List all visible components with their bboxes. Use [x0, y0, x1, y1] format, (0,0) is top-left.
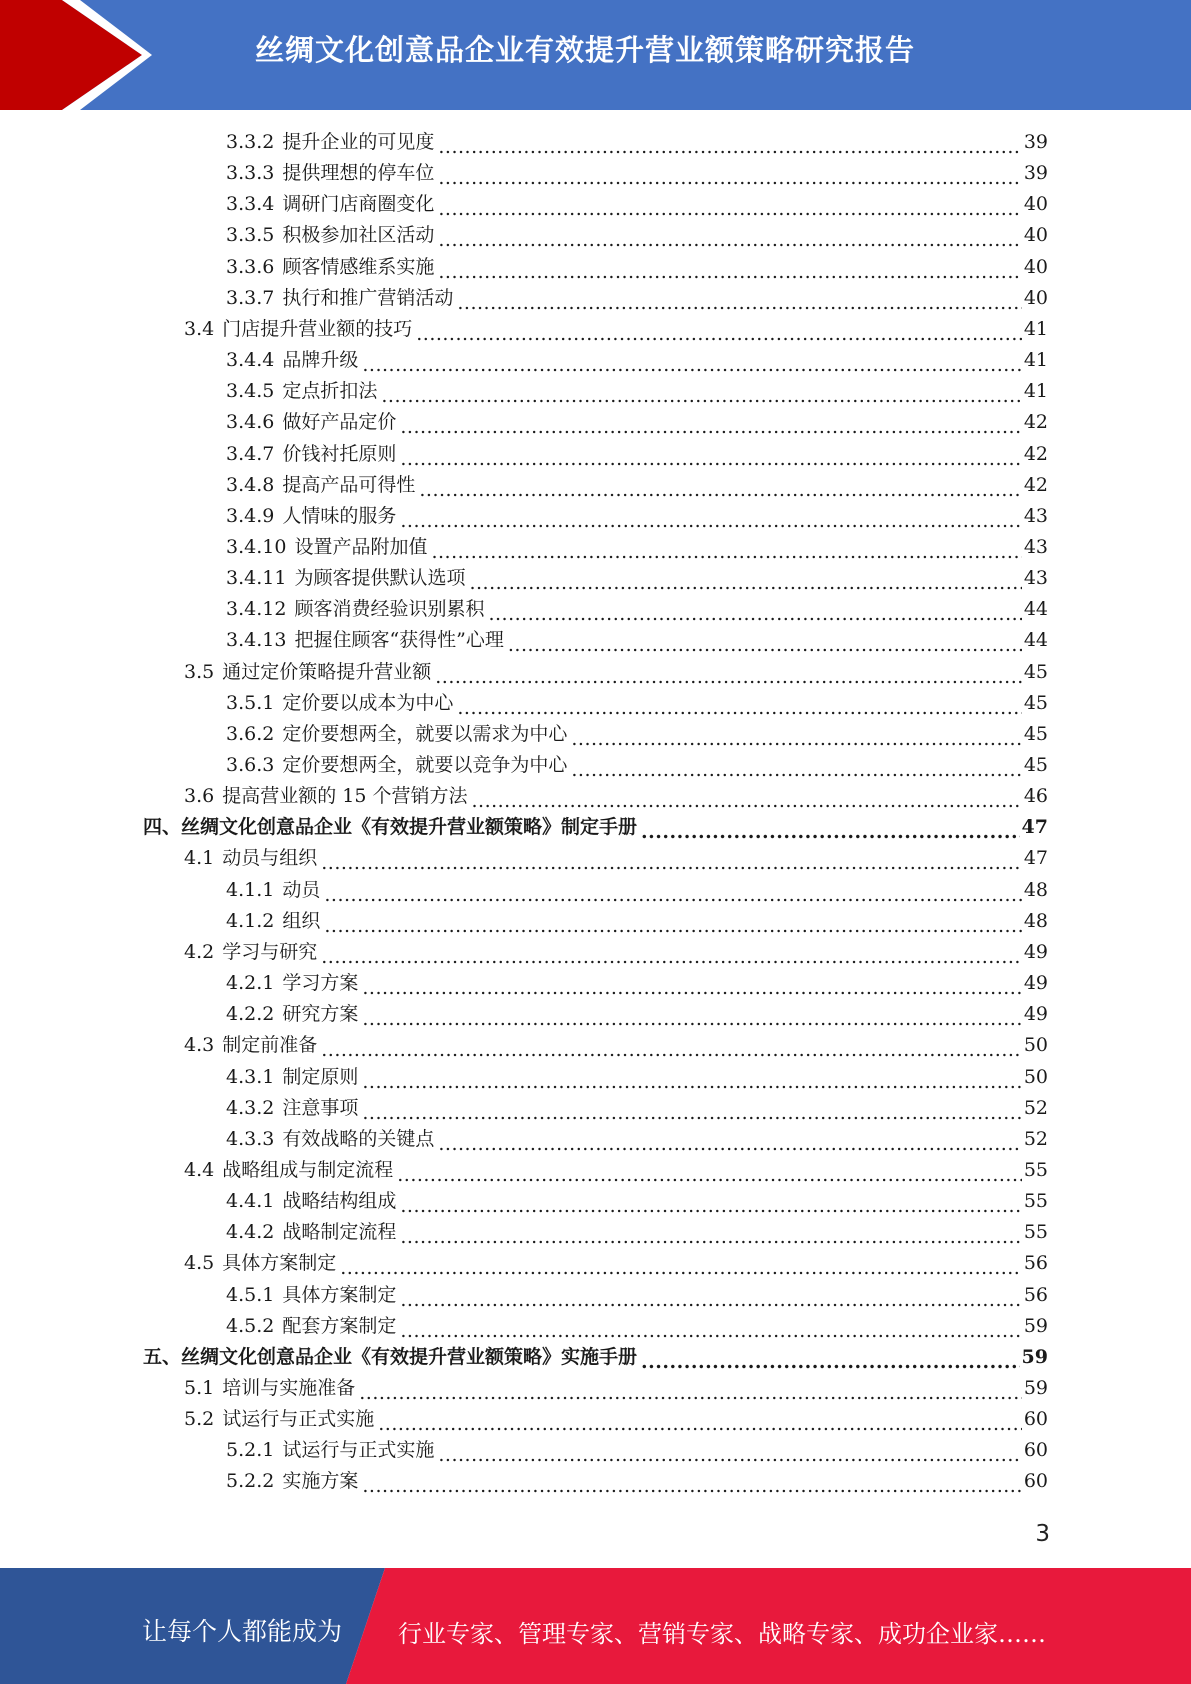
toc-dot-leader: [431, 532, 1021, 563]
toc-dot-leader: [400, 407, 1021, 438]
toc-dot-leader: [362, 999, 1021, 1030]
toc-entry-title: 定价要想两全，就要以竞争为中心: [282, 754, 568, 776]
toc-entry-page: 43: [1023, 535, 1048, 558]
toc-entry-title: 提高营业额的 15 个营销方法: [222, 785, 468, 808]
toc-entry-title: 提供理想的停车位: [282, 162, 435, 185]
toc-entry-number: 4.5: [184, 1252, 215, 1275]
toc-entry-title: 动员与组织: [222, 847, 318, 870]
toc-entry-number: 3.4.7: [226, 442, 275, 465]
toc-entry-number: 3.4.13: [226, 629, 287, 652]
toc-entry-number: 4.3.1: [226, 1065, 275, 1088]
toc-entry[interactable]: [226, 1435, 1048, 1466]
toc-entry-page: 59: [1023, 1314, 1048, 1337]
toc-entry[interactable]: [226, 189, 1048, 220]
toc-entry-page: 43: [1023, 567, 1048, 590]
toc-entry[interactable]: [226, 750, 1048, 781]
toc-entry[interactable]: [143, 812, 1048, 843]
toc-entry[interactable]: [226, 968, 1048, 999]
toc-entry-number: 四、: [143, 816, 182, 839]
toc-entry-number: 4.2.2: [226, 1003, 275, 1026]
toc-entry-page: 45: [1023, 660, 1048, 683]
toc-dot-leader: [321, 937, 1022, 968]
toc-dot-leader: [400, 1217, 1021, 1248]
toc-dot-leader: [438, 158, 1021, 189]
toc-entry-page: 45: [1023, 722, 1048, 745]
toc-entry-number: 5.2.1: [226, 1439, 275, 1462]
toc-entry[interactable]: [226, 1280, 1048, 1311]
toc-entry-title: 试运行与正式实施: [282, 1439, 435, 1462]
toc-entry-number: 3.4.12: [226, 598, 287, 621]
toc-entry-page: 42: [1023, 411, 1048, 434]
toc-entry-title: 设置产品附加值: [294, 535, 428, 558]
toc-entry-number: 4.2: [184, 940, 215, 963]
toc-dot-leader: [340, 1248, 1022, 1279]
toc-entry-page: 47: [1023, 847, 1048, 870]
toc-entry-title: 动员: [282, 878, 321, 901]
toc-entry-number: 5.1: [184, 1377, 215, 1399]
toc-entry-number: 3.6.2: [226, 722, 275, 745]
toc-entry-number: 3.3.6: [226, 255, 275, 278]
toc-entry[interactable]: [226, 1093, 1048, 1124]
toc-entry-page: 60: [1023, 1470, 1048, 1493]
toc-entry-page: 49: [1023, 940, 1048, 963]
toc-entry-title: 具体方案制定: [222, 1252, 337, 1275]
toc-entry[interactable]: [226, 532, 1048, 563]
toc-entry[interactable]: [226, 220, 1048, 251]
toc-entry-number: 五、: [143, 1345, 182, 1368]
toc-entry[interactable]: [184, 1155, 1048, 1186]
toc-dot-leader: [381, 376, 1021, 407]
toc-entry[interactable]: [226, 283, 1048, 314]
toc-dot-leader: [438, 1435, 1021, 1466]
toc-entry-page: 59: [1021, 1345, 1048, 1368]
toc-entry-number: 4.3.2: [226, 1096, 275, 1119]
toc-entry-title: 有效战略的关键点: [282, 1127, 435, 1150]
toc-entry-number: 5.2.2: [226, 1470, 275, 1493]
toc-entry-page: 60: [1023, 1408, 1048, 1431]
toc-entry-page: 43: [1023, 504, 1048, 527]
toc-entry-number: 4.3: [184, 1034, 215, 1057]
toc-entry[interactable]: [226, 875, 1048, 906]
toc-entry-page: 44: [1023, 598, 1048, 621]
toc-entry-number: 3.4.6: [226, 411, 275, 434]
toc-entry[interactable]: [184, 781, 1048, 812]
toc-dot-leader: [469, 563, 1021, 594]
toc-entry-title: 人情味的服务: [282, 504, 397, 527]
toc-dot-leader: [571, 719, 1021, 750]
toc-dot-leader: [359, 1373, 1022, 1404]
toc-entry-title: 定价要想两全，就要以需求为中心: [282, 722, 568, 745]
toc-dot-leader: [457, 283, 1021, 314]
toc-entry[interactable]: [226, 719, 1048, 750]
toc-entry-number: 3.4.5: [226, 380, 275, 403]
toc-entry-title: 试运行与正式实施: [222, 1408, 375, 1431]
page-footer: [0, 1568, 1191, 1684]
toc-entry-page: 40: [1023, 255, 1048, 278]
toc-entry[interactable]: [226, 345, 1048, 376]
toc-entry-page: 52: [1023, 1127, 1048, 1150]
toc-entry-number: 4.5.2: [226, 1314, 275, 1337]
toc-entry[interactable]: [184, 1373, 1048, 1404]
toc-dot-leader: [324, 875, 1021, 906]
toc-entry-number: 4.3.3: [226, 1127, 275, 1150]
footer-slogan-left: 让每个人都能成为: [142, 1617, 343, 1646]
toc-entry-number: 4.1: [184, 847, 215, 870]
toc-entry-number: 4.4.1: [226, 1190, 275, 1213]
toc-entry-page: 40: [1023, 224, 1048, 247]
toc-dot-leader: [571, 750, 1021, 781]
toc-entry-page: 50: [1023, 1034, 1048, 1057]
toc-entry[interactable]: [226, 1466, 1048, 1497]
toc-entry-page: 56: [1023, 1283, 1048, 1306]
toc-dot-leader: [321, 1030, 1022, 1061]
toc-entry-page: 49: [1023, 1003, 1048, 1026]
toc-dot-leader: [400, 439, 1021, 470]
toc-entry[interactable]: [226, 1217, 1048, 1248]
toc-entry-number: 3.6: [184, 785, 215, 808]
toc-entry-number: 3.4.9: [226, 504, 275, 527]
toc-entry[interactable]: [184, 657, 1048, 688]
toc-entry-title: 顾客消费经验识别累积: [294, 598, 485, 621]
toc-dot-leader: [362, 968, 1021, 999]
toc-entry-title: 学习方案: [282, 972, 359, 995]
toc-entry-page: 55: [1023, 1158, 1048, 1181]
toc-entry[interactable]: [226, 252, 1048, 283]
toc-entry-title: 培训与实施准备: [222, 1377, 356, 1399]
toc-entry-page: 41: [1023, 349, 1048, 372]
toc-entry-page: 39: [1023, 131, 1048, 153]
toc-entry-page: 45: [1023, 691, 1048, 714]
toc-entry-title: 提高产品可得性: [282, 473, 416, 496]
toc-dot-leader: [362, 1062, 1021, 1093]
toc-entry[interactable]: [226, 470, 1048, 501]
toc-entry-page: 45: [1023, 754, 1048, 776]
page-number: 3: [1035, 1521, 1050, 1547]
toc-entry-title: 具体方案制定: [282, 1283, 397, 1306]
toc-entry-page: 42: [1023, 473, 1048, 496]
toc-entry-title: 研究方案: [282, 1003, 359, 1026]
toc-entry[interactable]: [226, 906, 1048, 937]
toc-entry-page: 52: [1023, 1096, 1048, 1119]
toc-entry-title: 门店提升营业额的技巧: [222, 317, 413, 340]
toc-entry-title: 战略组成与制定流程: [222, 1158, 394, 1181]
toc-entry[interactable]: [184, 843, 1048, 874]
toc-entry-title: 实施方案: [282, 1470, 359, 1493]
toc-entry-title: 价钱衬托原则: [282, 442, 397, 465]
toc-dot-leader: [438, 252, 1021, 283]
toc-entry-number: 4.1.1: [226, 878, 275, 901]
toc-entry-page: 55: [1023, 1221, 1048, 1244]
toc-dot-leader: [438, 220, 1021, 251]
toc-dot-leader: [400, 501, 1021, 532]
toc-entry-title: 组织: [282, 909, 321, 932]
toc-entry-number: 4.1.2: [226, 909, 275, 932]
toc-dot-leader: [400, 1186, 1021, 1217]
toc-entry-page: 40: [1023, 193, 1048, 216]
toc-dot-leader: [362, 1466, 1021, 1497]
toc-entry[interactable]: [226, 1062, 1048, 1093]
toc-entry-title: 为顾客提供默认选项: [294, 567, 466, 590]
toc-entry-page: 44: [1023, 629, 1048, 652]
toc-entry[interactable]: [226, 688, 1048, 719]
toc-entry-title: 战略制定流程: [282, 1221, 397, 1244]
toc-dot-leader: [362, 345, 1021, 376]
toc-dot-leader: [321, 843, 1022, 874]
toc-dot-leader: [641, 1342, 1020, 1373]
toc-entry-title: 提升企业的可见度: [282, 131, 435, 153]
toc-entry[interactable]: [184, 1030, 1048, 1061]
toc-entry-page: 50: [1023, 1065, 1048, 1088]
toc-entry-page: 41: [1023, 317, 1048, 340]
toc-entry-page: 42: [1023, 442, 1048, 465]
toc-entry-number: 3.5.1: [226, 691, 275, 714]
toc-entry-title: 制定前准备: [222, 1034, 318, 1057]
toc-entry-title: 品牌升级: [282, 349, 359, 372]
toc-entry-number: 5.2: [184, 1408, 215, 1431]
toc-dot-leader: [438, 127, 1021, 158]
toc-entry-number: 3.4.10: [226, 535, 287, 558]
toc-entry-title: 注意事项: [282, 1096, 359, 1119]
toc-entry-title: 调研门店商圈变化: [282, 193, 435, 216]
toc-entry-title: 通过定价策略提升营业额: [222, 660, 432, 683]
toc-entry-number: 3.4.4: [226, 349, 275, 372]
toc-entry-number: 4.2.1: [226, 972, 275, 995]
toc-entry-title: 定价要以成本为中心: [282, 691, 454, 714]
toc-entry-title: 丝绸文化创意品企业《有效提升营业额策略》实施手册: [181, 1345, 638, 1368]
toc-dot-leader: [508, 625, 1022, 656]
toc-entry[interactable]: [226, 594, 1048, 625]
toc-dot-leader: [641, 812, 1020, 843]
toc-entry-number: 4.5.1: [226, 1283, 275, 1306]
toc-entry-number: 4.4.2: [226, 1221, 275, 1244]
toc-entry-page: 47: [1021, 816, 1048, 839]
toc-entry[interactable]: [226, 127, 1048, 158]
toc-dot-leader: [419, 470, 1021, 501]
toc-entry[interactable]: [226, 1186, 1048, 1217]
toc-entry-number: 3.5: [184, 660, 215, 683]
toc-entry-title: 丝绸文化创意品企业《有效提升营业额策略》制定手册: [181, 816, 638, 839]
toc-entry-page: 39: [1023, 162, 1048, 185]
toc-dot-leader: [378, 1404, 1022, 1435]
toc-dot-leader: [457, 688, 1021, 719]
toc-entry[interactable]: [226, 1124, 1048, 1155]
toc-entry[interactable]: [226, 376, 1048, 407]
toc-entry-title: 把握住顾客“获得性”心理: [294, 629, 504, 652]
toc-dot-leader: [400, 1311, 1021, 1342]
toc-entry-number: 3.3.3: [226, 162, 275, 185]
toc-entry-number: 3.3.2: [226, 131, 275, 153]
toc-entry-number: 3.6.3: [226, 754, 275, 776]
toc-entry-page: 59: [1023, 1377, 1048, 1399]
toc-entry-page: 56: [1023, 1252, 1048, 1275]
footer-slogan-right: 行业专家、管理专家、营销专家、战略专家、成功企业家……: [398, 1620, 1046, 1648]
toc-entry[interactable]: [226, 563, 1048, 594]
toc-entry[interactable]: [226, 999, 1048, 1030]
toc-entry-page: 55: [1023, 1190, 1048, 1213]
toc-entry-page: 46: [1023, 785, 1048, 808]
toc-dot-leader: [471, 781, 1021, 812]
toc-entry-page: 40: [1023, 286, 1048, 309]
toc-entry-title: 配套方案制定: [282, 1314, 397, 1337]
toc-entry[interactable]: [184, 1248, 1048, 1279]
toc-entry[interactable]: [226, 1311, 1048, 1342]
toc-dot-leader: [400, 1280, 1021, 1311]
toc-entry-title: 执行和推广营销活动: [282, 286, 454, 309]
toc-entry-title: 学习与研究: [222, 940, 318, 963]
toc-dot-leader: [488, 594, 1021, 625]
toc-entry-title: 积极参加社区活动: [282, 224, 435, 247]
toc-dot-leader: [438, 1124, 1021, 1155]
toc-entry-title: 顾客情感维系实施: [282, 255, 435, 278]
toc-entry-number: 3.4: [184, 317, 215, 340]
toc-entry-title: 战略结构组成: [282, 1190, 397, 1213]
toc-entry-number: 4.4: [184, 1158, 215, 1181]
toc-entry-number: 3.4.11: [226, 567, 287, 590]
toc-dot-leader: [324, 906, 1021, 937]
toc-dot-leader: [435, 657, 1022, 688]
toc-entry-number: 3.3.4: [226, 193, 275, 216]
toc-entry-number: 3.3.7: [226, 286, 275, 309]
toc-dot-leader: [362, 1093, 1021, 1124]
toc-entry[interactable]: [226, 439, 1048, 470]
toc-entry[interactable]: [143, 1342, 1048, 1373]
toc-entry-number: 3.4.8: [226, 473, 275, 496]
toc-entry-page: 41: [1023, 380, 1048, 403]
toc-entry-page: 48: [1023, 878, 1048, 901]
toc-entry-number: 3.3.5: [226, 224, 275, 247]
toc-dot-leader: [438, 189, 1021, 220]
toc-entry[interactable]: [184, 1404, 1048, 1435]
toc-entry[interactable]: [226, 407, 1048, 438]
toc-entry-page: 48: [1023, 909, 1048, 932]
toc-entry-title: 制定原则: [282, 1065, 359, 1088]
toc-entry-title: 做好产品定价: [282, 411, 397, 434]
report-title: 丝绸文化创意品企业有效提升营业额策略研究报告: [255, 33, 916, 67]
toc-entry-page: 60: [1023, 1439, 1048, 1462]
toc-entry[interactable]: [184, 937, 1048, 968]
page-header: [0, 0, 1191, 110]
toc-entry[interactable]: [184, 314, 1048, 345]
toc-entry[interactable]: [226, 158, 1048, 189]
toc-entry-page: 49: [1023, 972, 1048, 995]
toc-dot-leader: [416, 314, 1022, 345]
toc-entry[interactable]: [226, 625, 1048, 656]
toc-entry[interactable]: [226, 501, 1048, 532]
toc-entry-title: 定点折扣法: [282, 380, 378, 403]
toc-dot-leader: [397, 1155, 1022, 1186]
